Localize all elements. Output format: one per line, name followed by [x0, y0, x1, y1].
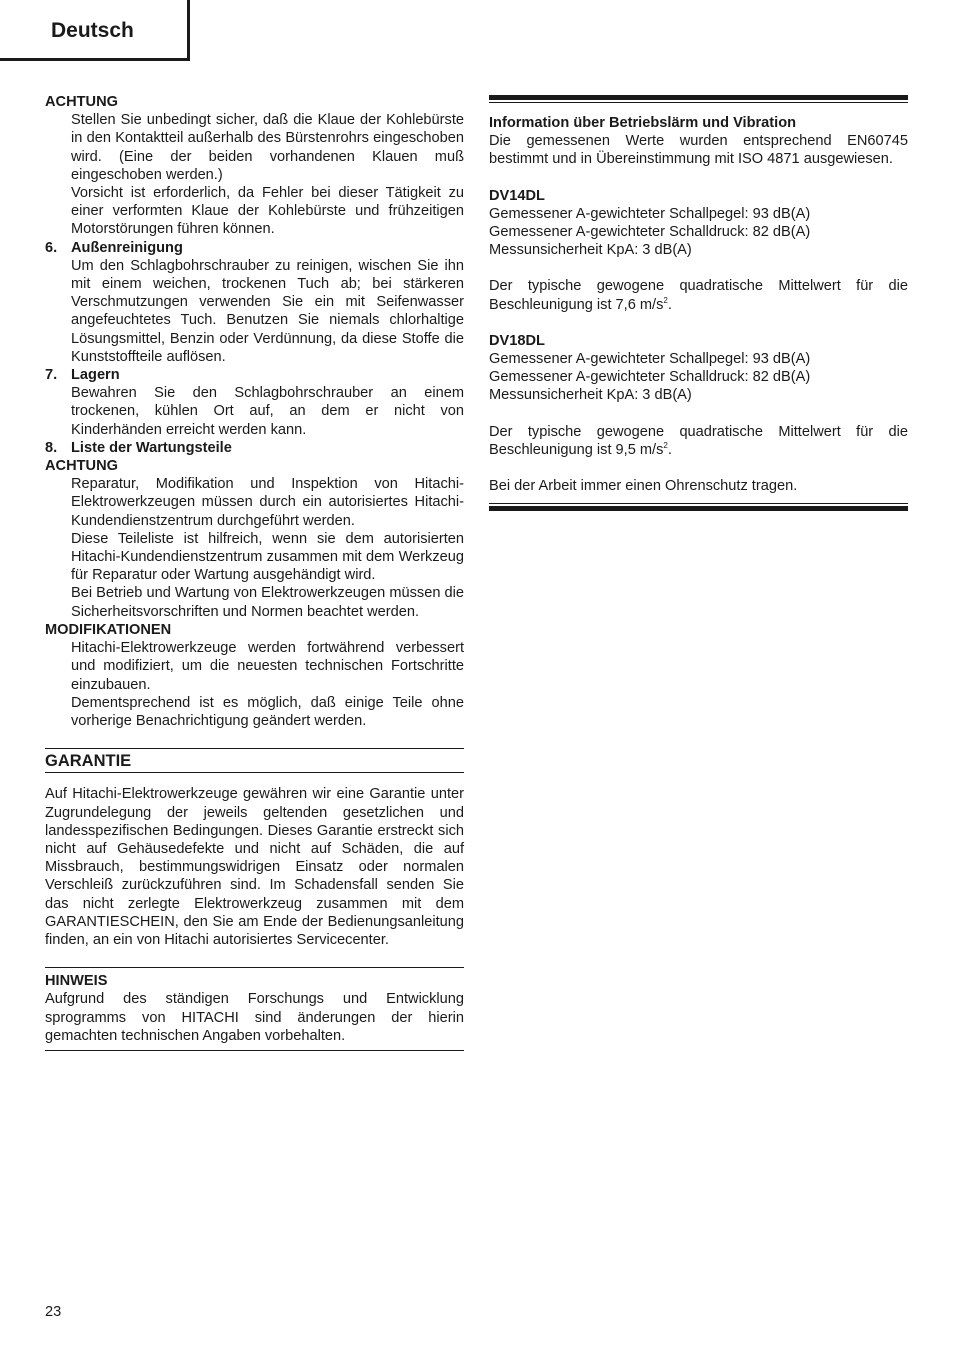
- acceleration-text: Der typische gewogene quadratische Mittelwert für die Beschleunigung ist 9,5 m/s: [489, 423, 908, 458]
- dv18dl-uncertainty: Messunsicherheit KpA: 3 dB(A): [489, 387, 692, 404]
- language-label: Deutsch: [51, 19, 134, 42]
- bottom-rule-thin: [489, 503, 908, 504]
- section-number: 8.: [45, 439, 58, 456]
- achtung-paragraph: Stellen Sie unbedingt sicher, daß die Klaue der Kohlebürste in den Kontaktteil außerhalb des Bürstenrohrs eingeschoben wird. (Eine der beiden vorhandenen Klauen muß eingeschoben werden.): [71, 112, 464, 183]
- dv14dl-heading: DV14DL: [489, 187, 545, 204]
- dv18dl-sound-pressure: Gemessener A-gewichteter Schalldruck: 82 dB(A): [489, 369, 811, 386]
- dv18dl-heading: DV18DL: [489, 332, 545, 349]
- dv14dl-sound-level: Gemessener A-gewichteter Schallpegel: 93 dB(A): [489, 205, 811, 222]
- modifikationen-paragraph: Hitachi-Elektrowerkzeuge werden fortwährend verbessert und modifiziert, um die neuesten technischen Fortschritte einzubauen.: [71, 640, 464, 693]
- modifikationen-heading: MODIFIKATIONEN: [45, 621, 172, 638]
- dv18dl-acceleration: [489, 423, 908, 459]
- modifikationen-paragraph: Dementsprechend ist es möglich, daß einige Teile ohne vorherige Benachrichtigung geändert werden.: [71, 694, 464, 729]
- achtung-paragraph: Bei Betrieb und Wartung von Elektrowerkzeugen müssen die Sicherheitsvorschriften und Normen beachtet werden.: [71, 585, 464, 620]
- top-rule-thick: [489, 95, 908, 100]
- achtung-heading: ACHTUNG: [45, 458, 118, 475]
- info-heading: Information über Betriebslärm und Vibration: [489, 115, 797, 131]
- period: .: [667, 441, 672, 458]
- achtung-heading: ACHTUNG: [45, 94, 118, 110]
- section-paragraph: Bewahren Sie den Schlagbohrschrauber an einem trockenen, kühlen Ort auf, an dem er nicht von Kinderhänden erreicht werden kann.: [71, 385, 464, 438]
- section-title: Außenreinigung: [71, 239, 183, 256]
- hinweis-paragraph: Aufgrund des ständigen Forschungs und Entwicklung sprogramms von HITACHI sind änderungen der hierin gemachten technischen Angaben vorbehalten.: [45, 991, 464, 1044]
- section-paragraph: Um den Schlagbohrschrauber zu reinigen, wischen Sie ihn mit einem weichen, trockenen Tuch ab; bei stärkeren Verschmutzungen verwenden Sie ein mit Seifenwasser angefeuchtetes Tuch. Benutzen Sie niemals chlorhaltige Lösungsmittel, Benzin oder Verdünnung, da diese Stoffe die Kunststoffteile auflösen.: [71, 257, 464, 365]
- garantie-paragraph: Auf Hitachi-Elektrowerkzeuge gewähren wir eine Garantie unter Zugrundelegung der jeweils geltenden gesetzlichen und landesspezifischen Bedingungen. Dieses Garantie erstreckt sich nicht auf Gehäusedefekte und nicht auf Schäden, die auf Missbrauch, bestimmungswidrigen Einsatz oder normalen Verschleiß zurückzuführen sind. Im Schadensfall senden Sie das nicht zerlegte Elektrowerkzeug zusammen mit dem GARANTIESCHEIN, den Sie am Ende der Bedienungsanleitung finden, an ein von Hitachi autorisiertes Servicecenter.: [45, 786, 464, 948]
- superscript: 2: [663, 295, 668, 305]
- section-number: 6.: [45, 239, 58, 256]
- section-title: Liste der Wartungsteile: [71, 439, 232, 456]
- section-heading-7: [45, 366, 464, 384]
- left-column: [45, 93, 464, 1051]
- right-column: [489, 95, 908, 511]
- section-heading-8: [45, 439, 464, 457]
- garantie-heading: GARANTIE: [45, 748, 464, 773]
- section-title: Lagern: [71, 367, 120, 384]
- achtung-paragraph: Diese Teileliste ist hilfreich, wenn sie dem autorisierten Hitachi-Kundendienstzentrum zusammen mit dem Werkzeug für Reparatur oder Wartung ausgehändigt wird.: [71, 530, 464, 584]
- bottom-rule-thick: [489, 506, 908, 511]
- dv18dl-sound-level: Gemessener A-gewichteter Schallpegel: 93 dB(A): [489, 351, 811, 368]
- info-paragraph: Die gemessenen Werte wurden entsprechend EN60745 bestimmt und in Übereinstimmung mit ISO 4871 ausgewiesen.: [489, 133, 908, 168]
- language-tab: [0, 0, 190, 61]
- hinweis-heading: HINWEIS: [45, 973, 108, 990]
- achtung-paragraph: Reparatur, Modifikation und Inspektion von Hitachi-Elektrowerkzeugen müssen durch ein autorisiertes Hitachi-Kundendienstzentrum durchgeführt werden.: [71, 476, 464, 529]
- hinweis-box: [45, 967, 464, 1051]
- ohrenschutz-note: Bei der Arbeit immer einen Ohrenschutz tragen.: [489, 478, 798, 495]
- period: .: [667, 296, 672, 313]
- superscript: 2: [663, 440, 668, 450]
- dv14dl-acceleration: [489, 277, 908, 313]
- acceleration-text: Der typische gewogene quadratische Mittelwert für die Beschleunigung ist 7,6 m/s: [489, 278, 908, 313]
- dv14dl-uncertainty: Messunsicherheit KpA: 3 dB(A): [489, 242, 692, 259]
- dv14dl-sound-pressure: Gemessener A-gewichteter Schalldruck: 82 dB(A): [489, 224, 811, 241]
- section-number: 7.: [45, 367, 58, 384]
- section-heading-6: [45, 239, 464, 257]
- page-number: 23: [45, 1304, 62, 1320]
- achtung-paragraph: Vorsicht ist erforderlich, da Fehler bei dieser Tätigkeit zu einer verformten Klaue der Kohlebürste und frühzeitigen Motorstörungen führen können.: [71, 185, 464, 238]
